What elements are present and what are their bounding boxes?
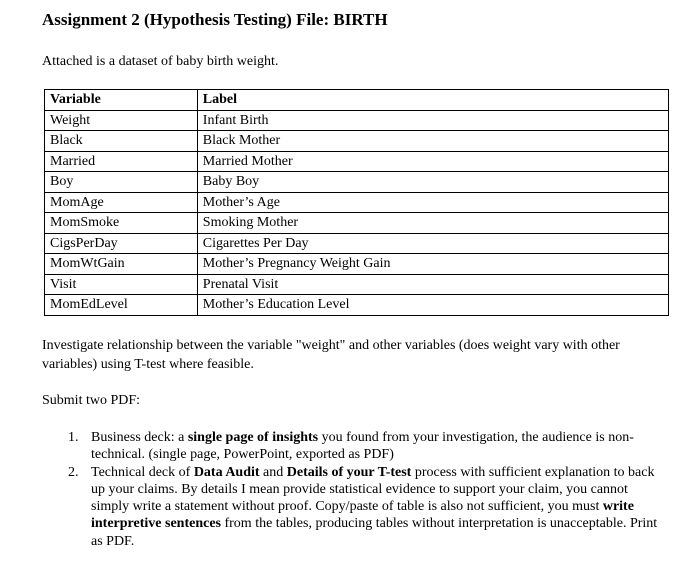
table-row [45,192,669,213]
table-row [45,131,669,152]
label-cell: Cigarettes Per Day [197,233,668,254]
table-row [45,295,669,316]
variable-cell: MomWtGain [45,254,198,275]
header-variable: Variable [45,90,198,111]
variable-cell: Married [45,151,198,172]
list-item [68,429,663,464]
table-row [45,274,669,295]
instruction-paragraph: Investigate relationship between the variable "weight" and other variables (does weight vary with other variables) using T-test where feasible. [42,338,620,372]
variable-cell: MomAge [45,192,198,213]
label-cell: Smoking Mother [197,213,668,234]
label-cell: Infant Birth [197,110,668,131]
table-row [45,254,669,275]
variable-cell: Boy [45,172,198,193]
label-cell: Prenatal Visit [197,274,668,295]
item-text: Technical deck of Data Audit and Details of your T-test process with sufficient explanation to back up your claims. By details I mean provide statistical evidence to support your claim, you cannot simply write a statement without proof. Copy/paste of table is also not sufficient, you must write interpretive sentences from the tables, producing tables without interpretation is unacceptable. Print as PDF. [91,464,658,549]
list-item [68,464,663,550]
deliverables-list [68,429,663,550]
table-row [45,233,669,254]
label-cell: Married Mother [197,151,668,172]
item-text: Business deck: a single page of insights you found from your investigation, the audience is non-technical. (single page, PowerPoint, exported as PDF) [91,430,634,463]
list-number: 1. [68,430,79,445]
variable-cell: Weight [45,110,198,131]
label-cell: Baby Boy [197,172,668,193]
label-cell: Mother’s Age [197,192,668,213]
document-title: Assignment 2 (Hypothesis Testing) File: BIRTH [42,10,388,29]
intro-text: Attached is a dataset of baby birth weight. [42,54,279,69]
table-row [45,110,669,131]
header-label: Label [197,90,668,111]
variable-cell: MomEdLevel [45,295,198,316]
variable-table [44,89,669,316]
variable-cell: CigsPerDay [45,233,198,254]
table-row [45,213,669,234]
table-row [45,151,669,172]
label-cell: Mother’s Pregnancy Weight Gain [197,254,668,275]
submit-heading: Submit two PDF: [42,393,141,408]
label-cell: Mother’s Education Level [197,295,668,316]
list-number: 2. [68,464,79,480]
variable-cell: Black [45,131,198,152]
table-header-row [45,90,669,111]
variable-cell: Visit [45,274,198,295]
variable-cell: MomSmoke [45,213,198,234]
label-cell: Black Mother [197,131,668,152]
table-row [45,172,669,193]
